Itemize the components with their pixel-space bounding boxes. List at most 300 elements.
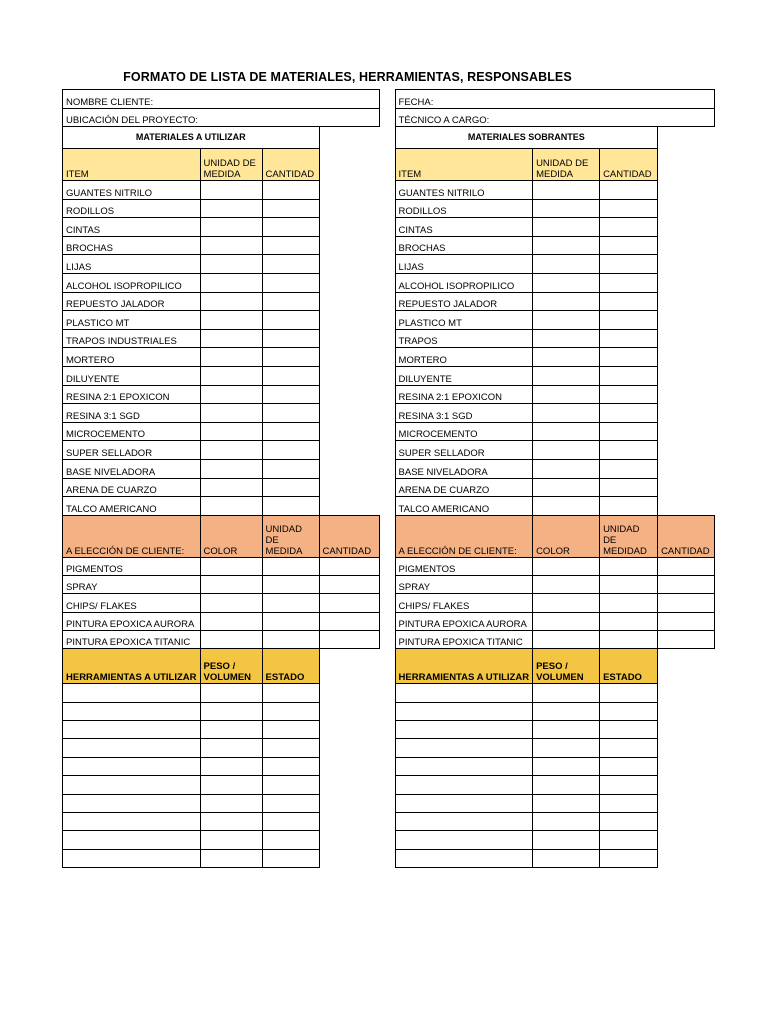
spacer-cell	[658, 273, 715, 292]
spacer-cell	[658, 366, 715, 385]
weight-cell[interactable]	[200, 684, 262, 702]
unit-cell[interactable]	[200, 385, 262, 404]
status-cell[interactable]	[600, 702, 658, 720]
unit-cell[interactable]	[600, 594, 658, 612]
spacer-cell	[658, 849, 715, 867]
qty-cell[interactable]	[600, 348, 658, 367]
material-item: GUANTES NITRILO	[63, 181, 201, 200]
unit-cell[interactable]	[533, 441, 600, 460]
unit-cell[interactable]	[600, 557, 658, 575]
qty-cell[interactable]	[600, 366, 658, 385]
material-item: MICROCEMENTO	[63, 422, 201, 441]
client-name-field: NOMBRE CLIENTE:	[63, 90, 380, 109]
weight-cell[interactable]	[200, 776, 262, 794]
qty-cell[interactable]	[262, 441, 319, 460]
tool-cell[interactable]	[395, 794, 533, 812]
spacer-cell	[658, 794, 715, 812]
spacer-cell	[379, 218, 395, 237]
client-item: SPRAY	[63, 575, 201, 593]
unit-cell[interactable]	[533, 292, 600, 311]
unit-cell[interactable]	[200, 441, 262, 460]
spacer-cell	[379, 649, 395, 684]
leftover-item: RESINA 2:1 EPOXICON	[395, 385, 533, 404]
col-qty-header: CANTIDAD	[262, 149, 319, 181]
qty-cell[interactable]	[600, 385, 658, 404]
weight-cell[interactable]	[200, 849, 262, 867]
tool-cell[interactable]	[395, 720, 533, 738]
weight-cell[interactable]	[533, 849, 600, 867]
unit-cell[interactable]	[600, 575, 658, 593]
spacer-cell	[319, 348, 379, 367]
spacer-cell	[658, 720, 715, 738]
spacer-cell	[658, 739, 715, 757]
material-item: BASE NIVELADORA	[63, 459, 201, 478]
qty-cell[interactable]	[262, 292, 319, 311]
spacer-cell	[319, 720, 379, 738]
unit-cell[interactable]	[533, 366, 600, 385]
qty-header: CANTIDAD	[319, 515, 379, 557]
tool-cell[interactable]	[395, 849, 533, 867]
color-cell[interactable]	[533, 630, 600, 648]
qty-cell[interactable]	[319, 630, 379, 648]
spacer-cell	[379, 459, 395, 478]
weight-cell[interactable]	[533, 720, 600, 738]
unit-cell[interactable]	[533, 404, 600, 423]
spacer-cell	[379, 702, 395, 720]
qty-cell[interactable]	[262, 404, 319, 423]
qty-cell[interactable]	[262, 459, 319, 478]
status-cell[interactable]	[600, 812, 658, 830]
qty-cell[interactable]	[262, 385, 319, 404]
unit-cell[interactable]	[262, 612, 319, 630]
leftover-item: SUPER SELLADOR	[395, 441, 533, 460]
spacer-cell	[379, 630, 395, 648]
qty-cell[interactable]	[600, 311, 658, 330]
spacer-cell	[319, 127, 379, 149]
spacer-cell	[319, 497, 379, 516]
spacer-cell	[379, 557, 395, 575]
spacer-cell	[319, 441, 379, 460]
tools-header: HERRAMIENTAS A UTILIZAR	[63, 649, 201, 684]
leftover-item: GUANTES NITRILO	[395, 181, 533, 200]
weight-cell[interactable]	[533, 776, 600, 794]
qty-cell[interactable]	[262, 255, 319, 274]
unit-cell[interactable]	[600, 630, 658, 648]
qty-cell[interactable]	[262, 181, 319, 200]
spacer-cell	[319, 478, 379, 497]
tool-cell[interactable]	[63, 757, 201, 775]
status-cell[interactable]	[262, 757, 319, 775]
unit-cell[interactable]	[600, 612, 658, 630]
tool-cell[interactable]	[395, 684, 533, 702]
spacer-cell	[658, 497, 715, 516]
spacer-cell	[379, 255, 395, 274]
weight-cell[interactable]	[533, 831, 600, 849]
leftover-item: LIJAS	[395, 255, 533, 274]
spacer-cell	[379, 612, 395, 630]
qty-cell[interactable]	[262, 497, 319, 516]
spacer-cell	[379, 366, 395, 385]
spacer-cell	[319, 236, 379, 255]
unit-cell[interactable]	[533, 329, 600, 348]
weight-cell[interactable]	[533, 794, 600, 812]
status-cell[interactable]	[600, 794, 658, 812]
leftover-item: MICROCEMENTO	[395, 422, 533, 441]
spacer-cell	[319, 812, 379, 830]
spacer-cell	[319, 329, 379, 348]
material-item: REPUESTO JALADOR	[63, 292, 201, 311]
qty-cell[interactable]	[262, 273, 319, 292]
status-cell[interactable]	[600, 776, 658, 794]
unit-cell[interactable]	[533, 181, 600, 200]
status-cell[interactable]	[262, 831, 319, 849]
unit-cell[interactable]	[533, 218, 600, 237]
qty-header: CANTIDAD	[658, 515, 715, 557]
qty-cell[interactable]	[658, 630, 715, 648]
unit-cell[interactable]	[533, 348, 600, 367]
weight-cell[interactable]	[533, 739, 600, 757]
unit-cell[interactable]	[262, 575, 319, 593]
unit-header: UNIDAD DE MEDIDA	[262, 515, 319, 557]
status-cell[interactable]	[600, 739, 658, 757]
unit-cell[interactable]	[200, 497, 262, 516]
tool-cell[interactable]	[63, 776, 201, 794]
spacer-cell	[319, 776, 379, 794]
unit-cell[interactable]	[200, 236, 262, 255]
spacer-cell	[379, 236, 395, 255]
col-qty-header: CANTIDAD	[600, 149, 658, 181]
weight-cell[interactable]	[533, 684, 600, 702]
qty-cell[interactable]	[600, 329, 658, 348]
tool-cell[interactable]	[395, 739, 533, 757]
unit-cell[interactable]	[200, 478, 262, 497]
material-item: LIJAS	[63, 255, 201, 274]
col-item-header: ITEM	[395, 149, 533, 181]
spacer-cell	[658, 292, 715, 311]
qty-cell[interactable]	[262, 236, 319, 255]
material-item: ALCOHOL ISOPROPILICO	[63, 273, 201, 292]
spacer-cell	[379, 329, 395, 348]
status-cell[interactable]	[262, 684, 319, 702]
spacer-cell	[379, 422, 395, 441]
material-item: RODILLOS	[63, 199, 201, 218]
qty-cell[interactable]	[600, 478, 658, 497]
leftover-item: DILUYENTE	[395, 366, 533, 385]
unit-cell[interactable]	[533, 236, 600, 255]
qty-cell[interactable]	[658, 612, 715, 630]
client-item: PINTURA EPOXICA TITANIC	[63, 630, 201, 648]
status-cell[interactable]	[600, 849, 658, 867]
spacer-cell	[658, 311, 715, 330]
leftover-item: RODILLOS	[395, 199, 533, 218]
spacer-cell	[379, 812, 395, 830]
qty-cell[interactable]	[600, 459, 658, 478]
weight-cell[interactable]	[533, 702, 600, 720]
color-cell[interactable]	[533, 557, 600, 575]
unit-cell[interactable]	[262, 557, 319, 575]
tool-cell[interactable]	[395, 776, 533, 794]
client-item: CHIPS/ FLAKES	[395, 594, 533, 612]
unit-cell[interactable]	[200, 348, 262, 367]
color-cell[interactable]	[200, 557, 262, 575]
status-cell[interactable]	[262, 849, 319, 867]
document-title: FORMATO DE LISTA DE MATERIALES, HERRAMIENTAS, RESPONSABLES	[123, 70, 572, 84]
unit-cell[interactable]	[533, 385, 600, 404]
unit-cell[interactable]	[533, 478, 600, 497]
color-cell[interactable]	[200, 594, 262, 612]
color-cell[interactable]	[533, 594, 600, 612]
leftover-item: ALCOHOL ISOPROPILICO	[395, 273, 533, 292]
status-cell[interactable]	[262, 812, 319, 830]
unit-cell[interactable]	[200, 459, 262, 478]
unit-cell[interactable]	[533, 273, 600, 292]
weight-cell[interactable]	[200, 702, 262, 720]
spacer-cell	[658, 181, 715, 200]
unit-cell[interactable]	[200, 255, 262, 274]
spacer-cell	[658, 812, 715, 830]
leftover-item: PLASTICO MT	[395, 311, 533, 330]
color-cell[interactable]	[533, 575, 600, 593]
unit-cell[interactable]	[200, 181, 262, 200]
spacer-cell	[379, 90, 395, 109]
qty-cell[interactable]	[319, 612, 379, 630]
spacer-cell	[379, 575, 395, 593]
qty-cell[interactable]	[600, 292, 658, 311]
status-cell[interactable]	[262, 720, 319, 738]
unit-cell[interactable]	[200, 311, 262, 330]
status-cell[interactable]	[262, 702, 319, 720]
leftover-materials-heading: MATERIALES SOBRANTES	[395, 127, 658, 149]
col-unit-header: UNIDAD DE MEDIDA	[533, 149, 600, 181]
tool-cell[interactable]	[63, 794, 201, 812]
spacer-cell	[379, 149, 395, 181]
qty-cell[interactable]	[319, 594, 379, 612]
qty-cell[interactable]	[658, 575, 715, 593]
spacer-cell	[658, 441, 715, 460]
color-cell[interactable]	[200, 612, 262, 630]
spacer-cell	[319, 255, 379, 274]
qty-cell[interactable]	[600, 422, 658, 441]
weight-cell[interactable]	[200, 831, 262, 849]
leftover-item: ARENA DE CUARZO	[395, 478, 533, 497]
leftover-item: TALCO AMERICANO	[395, 497, 533, 516]
unit-cell[interactable]	[533, 311, 600, 330]
material-item: RESINA 2:1 EPOXICON	[63, 385, 201, 404]
spacer-cell	[658, 757, 715, 775]
spacer-cell	[379, 348, 395, 367]
spacer-cell	[319, 757, 379, 775]
spacer-cell	[379, 739, 395, 757]
unit-cell[interactable]	[200, 273, 262, 292]
spacer-cell	[379, 757, 395, 775]
qty-cell[interactable]	[658, 557, 715, 575]
unit-cell[interactable]	[200, 422, 262, 441]
status-cell[interactable]	[262, 794, 319, 812]
spacer-cell	[658, 478, 715, 497]
spacer-cell	[379, 831, 395, 849]
spacer-cell	[379, 478, 395, 497]
spacer-cell	[658, 404, 715, 423]
qty-cell[interactable]	[600, 441, 658, 460]
spacer-cell	[658, 255, 715, 274]
spacer-cell	[319, 149, 379, 181]
tool-cell[interactable]	[63, 812, 201, 830]
color-cell[interactable]	[200, 630, 262, 648]
tool-cell[interactable]	[63, 702, 201, 720]
materials-to-use-heading: MATERIALES A UTILIZAR	[63, 127, 320, 149]
qty-cell[interactable]	[319, 557, 379, 575]
qty-cell[interactable]	[600, 497, 658, 516]
leftover-item: CINTAS	[395, 218, 533, 237]
status-cell[interactable]	[262, 739, 319, 757]
qty-cell[interactable]	[600, 404, 658, 423]
unit-cell[interactable]	[200, 329, 262, 348]
unit-cell[interactable]	[533, 459, 600, 478]
spacer-cell	[658, 199, 715, 218]
tool-cell[interactable]	[63, 684, 201, 702]
tools-header: HERRAMIENTAS A UTILIZAR	[395, 649, 533, 684]
qty-cell[interactable]	[600, 255, 658, 274]
material-item: CINTAS	[63, 218, 201, 237]
spacer-cell	[319, 273, 379, 292]
spacer-cell	[319, 199, 379, 218]
tool-cell[interactable]	[63, 849, 201, 867]
unit-cell[interactable]	[200, 292, 262, 311]
qty-cell[interactable]	[262, 311, 319, 330]
qty-cell[interactable]	[262, 218, 319, 237]
unit-cell[interactable]	[200, 366, 262, 385]
weight-cell[interactable]	[200, 812, 262, 830]
qty-cell[interactable]	[319, 575, 379, 593]
spacer-cell	[379, 794, 395, 812]
unit-cell[interactable]	[533, 199, 600, 218]
spacer-cell	[658, 422, 715, 441]
spacer-cell	[379, 594, 395, 612]
tool-cell[interactable]	[395, 757, 533, 775]
tool-cell[interactable]	[395, 702, 533, 720]
spacer-cell	[658, 218, 715, 237]
qty-cell[interactable]	[600, 236, 658, 255]
spacer-cell	[319, 404, 379, 423]
qty-cell[interactable]	[262, 478, 319, 497]
spacer-cell	[658, 776, 715, 794]
client-item: PIGMENTOS	[63, 557, 201, 575]
weight-cell[interactable]	[533, 757, 600, 775]
tool-cell[interactable]	[63, 739, 201, 757]
qty-cell[interactable]	[262, 199, 319, 218]
tool-cell[interactable]	[395, 812, 533, 830]
spacer-cell	[319, 649, 379, 684]
client-choice-header: A ELECCIÓN DE CLIENTE:	[395, 515, 533, 557]
spacer-cell	[379, 292, 395, 311]
weight-volume-header: PESO / VOLUMEN	[200, 649, 262, 684]
spacer-cell	[658, 385, 715, 404]
spacer-cell	[319, 684, 379, 702]
status-cell[interactable]	[262, 776, 319, 794]
unit-cell[interactable]	[533, 255, 600, 274]
qty-cell[interactable]	[262, 422, 319, 441]
technician-field: TÉCNICO A CARGO:	[395, 109, 715, 127]
spacer-cell	[658, 684, 715, 702]
unit-cell[interactable]	[200, 199, 262, 218]
unit-cell[interactable]	[200, 218, 262, 237]
spacer-cell	[658, 831, 715, 849]
material-item: TRAPOS INDUSTRIALES	[63, 329, 201, 348]
client-item: PIGMENTOS	[395, 557, 533, 575]
weight-volume-header: PESO / VOLUMEN	[533, 649, 600, 684]
spacer-cell	[319, 702, 379, 720]
spacer-cell	[319, 831, 379, 849]
spacer-cell	[319, 739, 379, 757]
status-cell[interactable]	[600, 757, 658, 775]
status-cell[interactable]	[600, 684, 658, 702]
status-header: ESTADO	[600, 649, 658, 684]
spacer-cell	[319, 292, 379, 311]
spacer-cell	[658, 329, 715, 348]
weight-cell[interactable]	[533, 812, 600, 830]
spacer-cell	[319, 218, 379, 237]
client-item: PINTURA EPOXICA AURORA	[63, 612, 201, 630]
unit-cell[interactable]	[533, 497, 600, 516]
weight-cell[interactable]	[200, 739, 262, 757]
material-item: DILUYENTE	[63, 366, 201, 385]
unit-cell[interactable]	[262, 630, 319, 648]
leftover-item: TRAPOS	[395, 329, 533, 348]
color-header: COLOR	[533, 515, 600, 557]
unit-cell[interactable]	[533, 422, 600, 441]
tool-cell[interactable]	[395, 831, 533, 849]
qty-cell[interactable]	[262, 329, 319, 348]
spacer-cell	[658, 127, 715, 149]
weight-cell[interactable]	[200, 720, 262, 738]
col-item-header: ITEM	[63, 149, 201, 181]
status-cell[interactable]	[600, 720, 658, 738]
leftover-item: BROCHAS	[395, 236, 533, 255]
weight-cell[interactable]	[200, 794, 262, 812]
spacer-cell	[319, 311, 379, 330]
client-item: SPRAY	[395, 575, 533, 593]
unit-cell[interactable]	[200, 404, 262, 423]
spacer-cell	[379, 497, 395, 516]
unit-cell[interactable]	[262, 594, 319, 612]
leftover-item: MORTERO	[395, 348, 533, 367]
qty-cell[interactable]	[600, 273, 658, 292]
qty-cell[interactable]	[658, 594, 715, 612]
qty-cell[interactable]	[262, 366, 319, 385]
color-header: COLOR	[200, 515, 262, 557]
tool-cell[interactable]	[63, 720, 201, 738]
qty-cell[interactable]	[262, 348, 319, 367]
tool-cell[interactable]	[63, 831, 201, 849]
spacer-cell	[658, 348, 715, 367]
spacer-cell	[658, 236, 715, 255]
qty-cell[interactable]	[600, 199, 658, 218]
spacer-cell	[379, 311, 395, 330]
spacer-cell	[319, 366, 379, 385]
spacer-cell	[319, 849, 379, 867]
material-item: PLASTICO MT	[63, 311, 201, 330]
qty-cell[interactable]	[600, 218, 658, 237]
spacer-cell	[379, 776, 395, 794]
weight-cell[interactable]	[200, 757, 262, 775]
material-item: RESINA 3:1 SGD	[63, 404, 201, 423]
leftover-item: BASE NIVELADORA	[395, 459, 533, 478]
status-cell[interactable]	[600, 831, 658, 849]
color-cell[interactable]	[533, 612, 600, 630]
qty-cell[interactable]	[600, 181, 658, 200]
color-cell[interactable]	[200, 575, 262, 593]
spacer-cell	[319, 385, 379, 404]
